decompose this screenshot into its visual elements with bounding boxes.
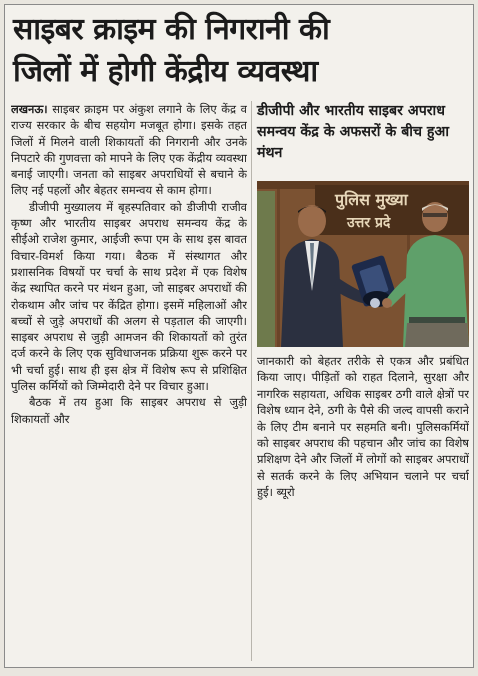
wall-sign-line-1: पुलिस मुख्या — [335, 190, 408, 209]
article-right-column — [257, 353, 469, 593]
subheadline: डीजीपी और भारतीय साइबर अपराध समन्वय केंद्र के अफसरों के बीच हुआ मंथन — [257, 103, 449, 161]
article-paragraph: बैठक में तय हुआ कि साइबर अपराध से जुड़ी शिकायतों और — [11, 395, 247, 426]
wall-sign-line-2: उत्तर प्रदे — [347, 215, 391, 231]
article-paragraph: जानकारी को बेहतर तरीके से एकत्र और प्रबंधित किया जाए। पीड़ितों को राहत दिलाने, सुरक्षा और नागरिक सहायता, अधिक साइबर ठगी वाले क्षेत्रों पर विशेष ध्यान देने, ठगी के पैसे की जल्द वापसी कराने के लिए टीम बनाने पर सहमति बनी। पुलिसकर्मियों को साइबर अपराध की पहचान और जांच का विशेष प्रशिक्षण देने और जिलों में लोगों को साइबर अपराधों से सतर्क करने के लिए अभियान चलाने पर चर्चा हुई। ब्यूरो — [257, 354, 469, 500]
column-divider — [251, 101, 252, 661]
article-left-column — [11, 101, 247, 661]
newspaper-clipping — [4, 4, 474, 668]
article-paragraph: डीजीपी मुख्यालय में बृहस्पतिवार को डीजीपी राजीव कृष्ण और भारतीय साइबर अपराध समन्वय केंद्र के सीईओ राजेश कुमार, आईजी रूपा एम के साथ इस बावत विचार-विमर्श किया गया। बैठक में संस्थागत और प्रशासनिक विषयों पर चर्चा के साथ प्रदेश में एक विशेष केंद्र स्थापित करने पर मंथन हुआ, जो साइबर अपराधों की रोकथाम और जांच पर केंद्रित होगा। इसमें महिलाओं और बच्चों से जुड़े अपराधों की अलग से पड़ताल की जाएगी। साइबर अपराध से जुड़ी आमजन की शिकायतों को तुरंत दर्ज करने के लिए एक सुविधाजनक प्रक्रिया शुरू करने पर भी चर्चा हुई। साथ ही इस क्षेत्र में विशेष रूप से प्रशिक्षित पुलिस कर्मियों को जिम्मेदारी देने पर विचार हुआ। — [11, 199, 247, 394]
headline-line-1: साइबर क्राइम की निगरानी की — [13, 12, 330, 47]
headline — [13, 9, 469, 93]
headline-line-2: जिलों में होगी केंद्रीय व्यवस्था — [13, 54, 318, 89]
paragraph-text: साइबर क्राइम पर अंकुश लगाने के लिए केंद्र व राज्य सरकार के बीच सहयोग मजबूत होगा। इसके तहत जिलों में मिलने वाली शिकायतों की निगरानी और उनके निपटारे की गुणवत्ता को मापने के लिए एक केंद्रीय व्यवस्था बनाई जाएगी। जनता को साइबर अपराधियों से बचाने के लिए नई पहलों और बेहतर समन्वय से काम होगा। — [11, 102, 247, 198]
meeting-photo — [257, 181, 469, 347]
meeting-photo-illustration — [257, 181, 469, 347]
dateline: लखनऊ। — [11, 102, 48, 116]
article-paragraph — [11, 101, 247, 199]
